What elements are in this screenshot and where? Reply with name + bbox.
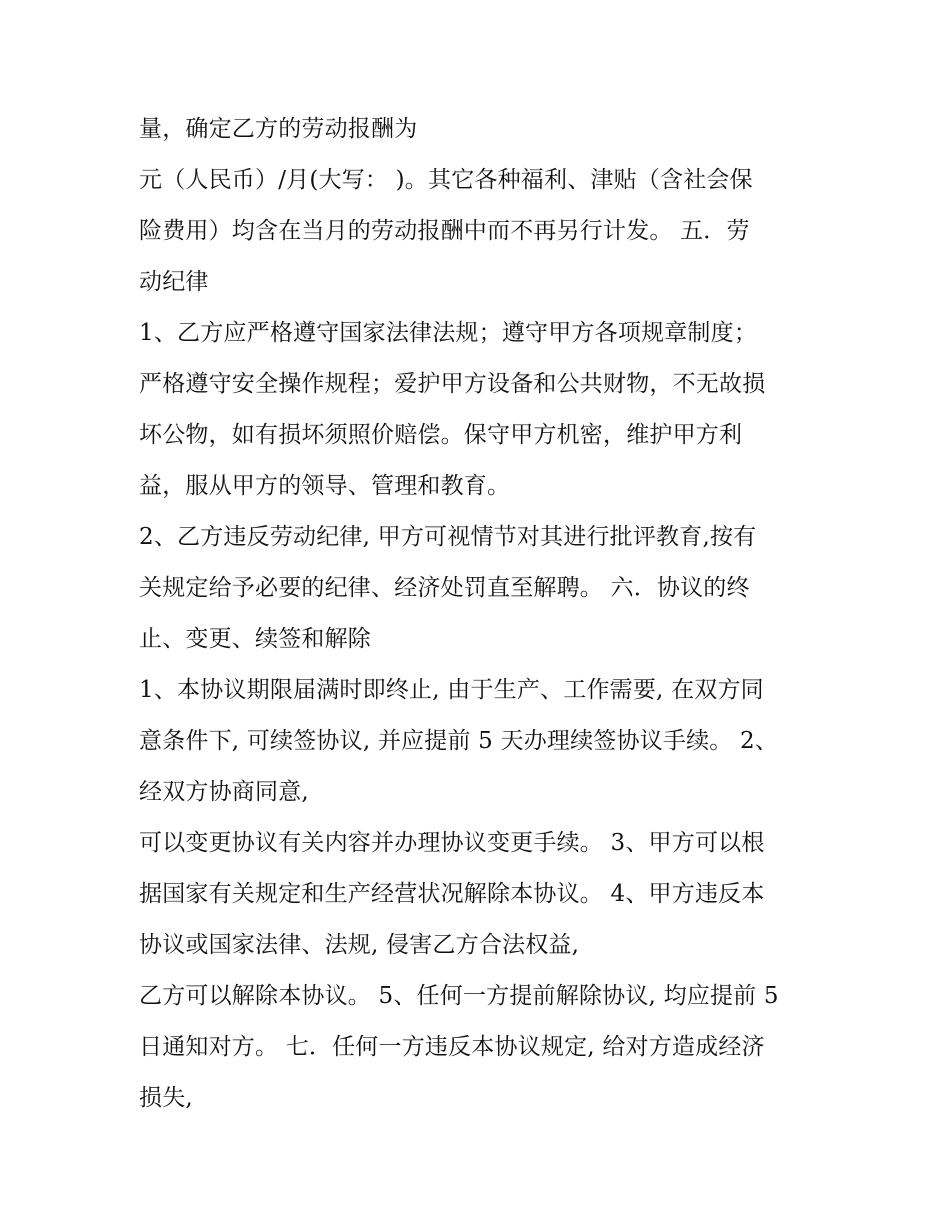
text-line: 险费用）均含在当月的劳动报酬中而不再另行计发。 五．劳 — [139, 218, 750, 244]
text-line: 协议或国家法律、法规, 侵害乙方合法权益, — [139, 932, 580, 958]
text-line: 坏公物，如有损坏须照价赔偿。保守甲方机密，维护甲方利 — [139, 422, 743, 448]
text-line: 据国家有关规定和生产经营状况解除本协议。 4、甲方违反本 — [139, 881, 765, 907]
text-line: 经双方协商同意, — [139, 779, 309, 805]
text-line: 1、本协议期限届满时即终止, 由于生产、工作需要, 在双方同 — [139, 677, 764, 703]
text-line: 乙方可以解除本协议。 5、任何一方提前解除协议, 均应提前 5 — [139, 983, 779, 1009]
text-line: 关规定给予必要的纪律、经济处罚直至解聘。 六．协议的终 — [139, 575, 750, 601]
document-body — [139, 108, 819, 1128]
text-line: 止、变更、续签和解除 — [139, 626, 371, 652]
text-line: 元（人民币）/月(大写： )。其它各种福利、津贴（含社会保 — [139, 167, 753, 193]
text-line: 2、乙方违反劳动纪律, 甲方可视情节对其进行批评教育,按有 — [139, 524, 757, 550]
text-line: 量，确定乙方的劳动报酬为 — [139, 116, 418, 142]
text-line: 动纪律 — [139, 269, 209, 295]
text-line: 意条件下, 可续签协议, 并应提前 5 天办理续签协议手续。 2、 — [139, 728, 779, 754]
text-line: 可以变更协议有关内容并办理协议变更手续。 3、甲方可以根 — [139, 830, 765, 856]
text-line: 日通知对方。 七．任何一方违反本协议规定, 给对方造成经济 — [139, 1034, 765, 1060]
text-line: 1、乙方应严格遵守国家法律法规；遵守甲方各项规章制度； — [139, 320, 758, 346]
text-line: 益，服从甲方的领导、管理和教育。 — [139, 473, 511, 499]
text-line: 严格遵守安全操作规程；爱护甲方设备和公共财物，不无故损 — [139, 371, 766, 397]
text-line: 损失, — [139, 1085, 193, 1111]
